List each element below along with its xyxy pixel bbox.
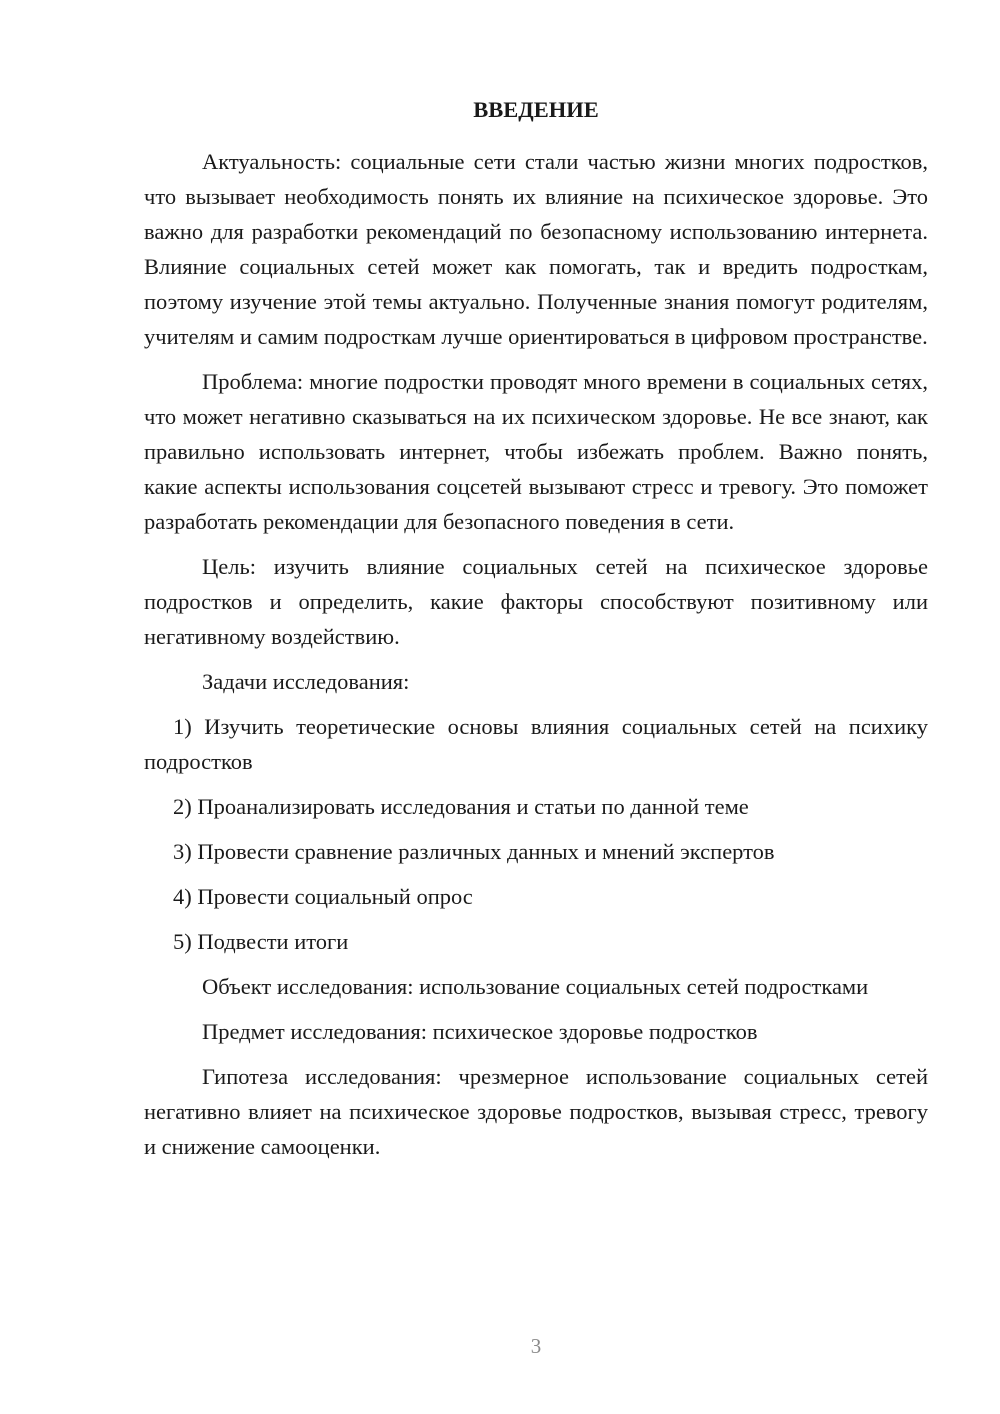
goal-paragraph: Цель: изучить влияние социальных сетей на психическое здоровье подростков и определить, какие факторы способствуют позитивному или негативному воздействию. [144,554,928,649]
task-item-5: 5) Подвести итоги [173,929,349,954]
page-content [144,94,928,1174]
subject-paragraph: Предмет исследования: психическое здоровье подростков [202,1019,758,1044]
object-paragraph: Объект исследования: использование социальных сетей подростками [202,974,869,999]
hypothesis-paragraph: Гипотеза исследования: чрезмерное использование социальных сетей негативно влияет на психическое здоровье подростков, вызывая стресс, тревогу и снижение самооценки. [144,1064,928,1159]
relevance-paragraph: Актуальность: социальные сети стали частью жизни многих подростков, что вызывает необходимость понять их влияние на психическое здоровье. Это важно для разработки рекомендаций по безопасному использованию интернета. Влияние социальных сетей может как помогать, так и вредить подросткам, поэтому изучение этой темы актуально. Полученные знания помогут родителям, учителям и самим подросткам лучше ориентироваться в цифровом пространстве. [144,149,928,349]
page-number: 3 [530,1334,542,1358]
task-item-3: 3) Провести сравнение различных данных и мнений экспертов [173,839,775,864]
problem-paragraph: Проблема: многие подростки проводят много времени в социальных сетях, что может негативно сказываться на их психическом здоровье. Не все знают, как правильно использовать интернет, чтобы избежать проблем. Важно понять, какие аспекты использования соцсетей вызывают стресс и тревогу. Это поможет разработать рекомендации для безопасного поведения в сети. [144,369,928,534]
task-item-4: 4) Провести социальный опрос [173,884,473,909]
section-heading: ВВЕДЕНИЕ [473,97,599,122]
task-item-1: 1) Изучить теоретические основы влияния социальных сетей на психику подростков [144,714,928,774]
tasks-list [144,709,928,959]
task-item-2: 2) Проанализировать исследования и статьи по данной теме [173,794,749,819]
tasks-title: Задачи исследования: [202,669,410,694]
